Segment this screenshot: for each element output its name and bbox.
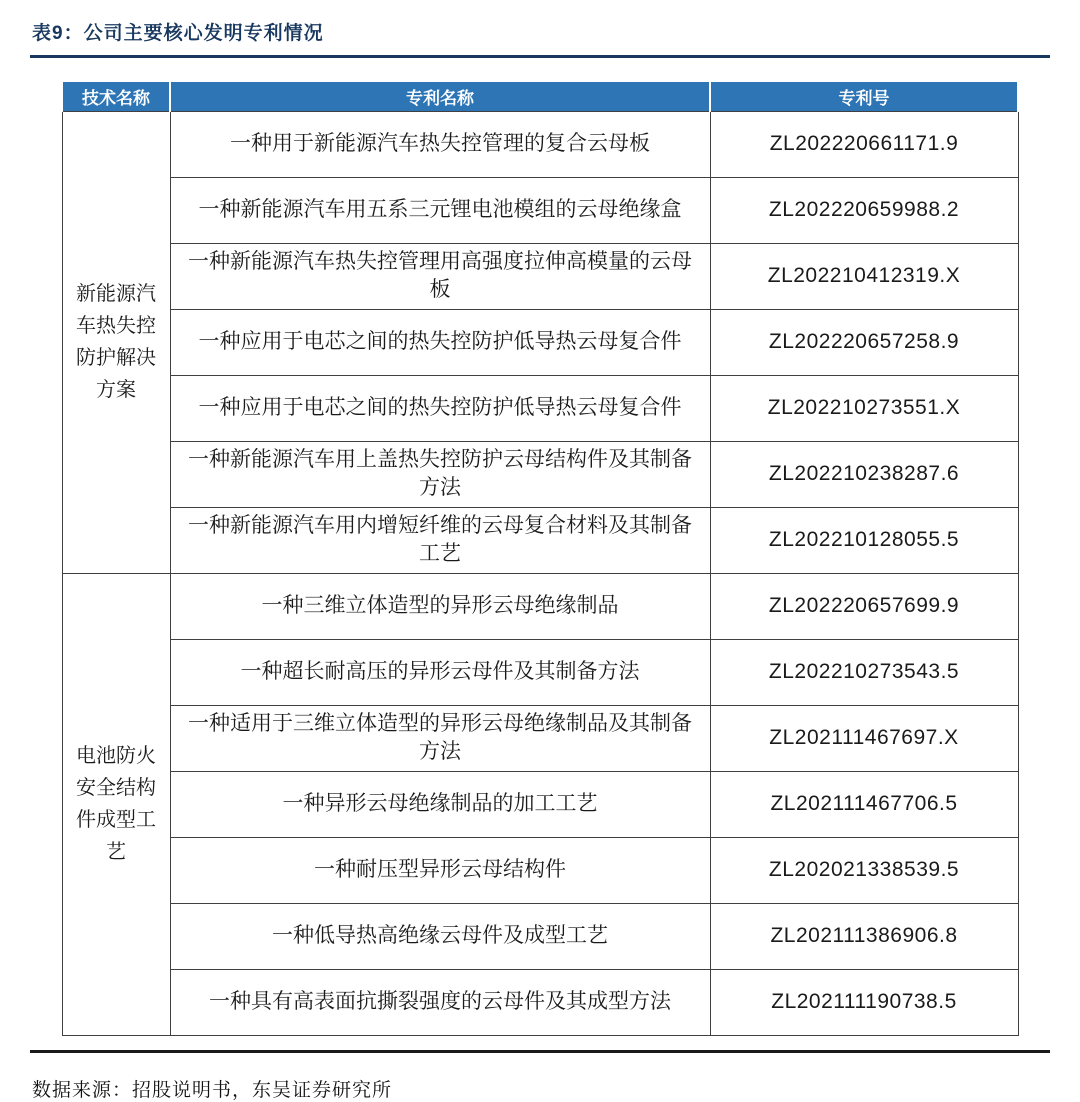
patent-name-cell: 一种低导热高绝缘云母件及成型工艺 [170, 903, 710, 969]
patent-number-cell: ZL202210273551.X [710, 375, 1018, 441]
patent-name-cell: 一种新能源汽车用五系三元锂电池模组的云母绝缘盒 [170, 177, 710, 243]
table-row [62, 903, 1018, 969]
table-row [62, 507, 1018, 573]
patent-name-cell: 一种新能源汽车用内增短纤维的云母复合材料及其制备工艺 [170, 507, 710, 573]
patent-name-cell: 一种新能源汽车用上盖热失控防护云母结构件及其制备方法 [170, 441, 710, 507]
patent-number-cell: ZL202111467706.5 [710, 771, 1018, 837]
patent-number-cell: ZL202210273543.5 [710, 639, 1018, 705]
patent-name-cell: 一种异形云母绝缘制品的加工工艺 [170, 771, 710, 837]
data-source: 数据来源：招股说明书，东吴证券研究所 [32, 1079, 393, 1101]
patent-name-cell: 一种适用于三维立体造型的异形云母绝缘制品及其制备方法 [170, 705, 710, 771]
patent-number-cell: ZL202220659988.2 [710, 177, 1018, 243]
table-row [62, 837, 1018, 903]
header-patent-name: 专利名称 [170, 81, 710, 111]
patent-name-cell: 一种具有高表面抗撕裂强度的云母件及其成型方法 [170, 969, 710, 1035]
patent-name-cell: 一种用于新能源汽车热失控管理的复合云母板 [170, 111, 710, 177]
table-row [62, 111, 1018, 177]
category-cell: 电池防火安全结构件成型工艺 [62, 573, 170, 1035]
bottom-divider [30, 1050, 1050, 1053]
table-row [62, 771, 1018, 837]
table-row [62, 639, 1018, 705]
patent-number-cell: ZL202111190738.5 [710, 969, 1018, 1035]
category-cell: 新能源汽车热失控防护解决方案 [62, 111, 170, 573]
header-patent-number: 专利号 [710, 81, 1018, 111]
patent-name-cell: 一种应用于电芯之间的热失控防护低导热云母复合件 [170, 309, 710, 375]
patent-number-cell: ZL202210128055.5 [710, 507, 1018, 573]
patent-name-cell: 一种应用于电芯之间的热失控防护低导热云母复合件 [170, 375, 710, 441]
patent-number-cell: ZL202111467697.X [710, 705, 1018, 771]
patent-number-cell: ZL202210412319.X [710, 243, 1018, 309]
patent-name-cell: 一种新能源汽车热失控管理用高强度拉伸高模量的云母板 [170, 243, 710, 309]
table-row [62, 573, 1018, 639]
patent-table [61, 80, 1019, 1036]
patent-name-cell: 一种超长耐高压的异形云母件及其制备方法 [170, 639, 710, 705]
patent-table-body [62, 111, 1018, 1035]
patent-name-cell: 一种三维立体造型的异形云母绝缘制品 [170, 573, 710, 639]
patent-table-head [62, 81, 1018, 111]
patent-name-cell: 一种耐压型异形云母结构件 [170, 837, 710, 903]
table-row [62, 177, 1018, 243]
table-title: 表9：公司主要核心发明专利情况 [32, 23, 324, 44]
header-tech-name: 技术名称 [62, 81, 170, 111]
patent-number-cell: ZL202220657699.9 [710, 573, 1018, 639]
table-row [62, 309, 1018, 375]
table-row [62, 705, 1018, 771]
table-row [62, 969, 1018, 1035]
title-divider [30, 55, 1050, 58]
patent-number-cell: ZL202220661171.9 [710, 111, 1018, 177]
patent-number-cell: ZL202220657258.9 [710, 309, 1018, 375]
patent-number-cell: ZL202111386906.8 [710, 903, 1018, 969]
header-row [62, 81, 1018, 111]
table-row [62, 243, 1018, 309]
patent-number-cell: ZL202210238287.6 [710, 441, 1018, 507]
table-row [62, 441, 1018, 507]
table-row [62, 375, 1018, 441]
patent-number-cell: ZL202021338539.5 [710, 837, 1018, 903]
